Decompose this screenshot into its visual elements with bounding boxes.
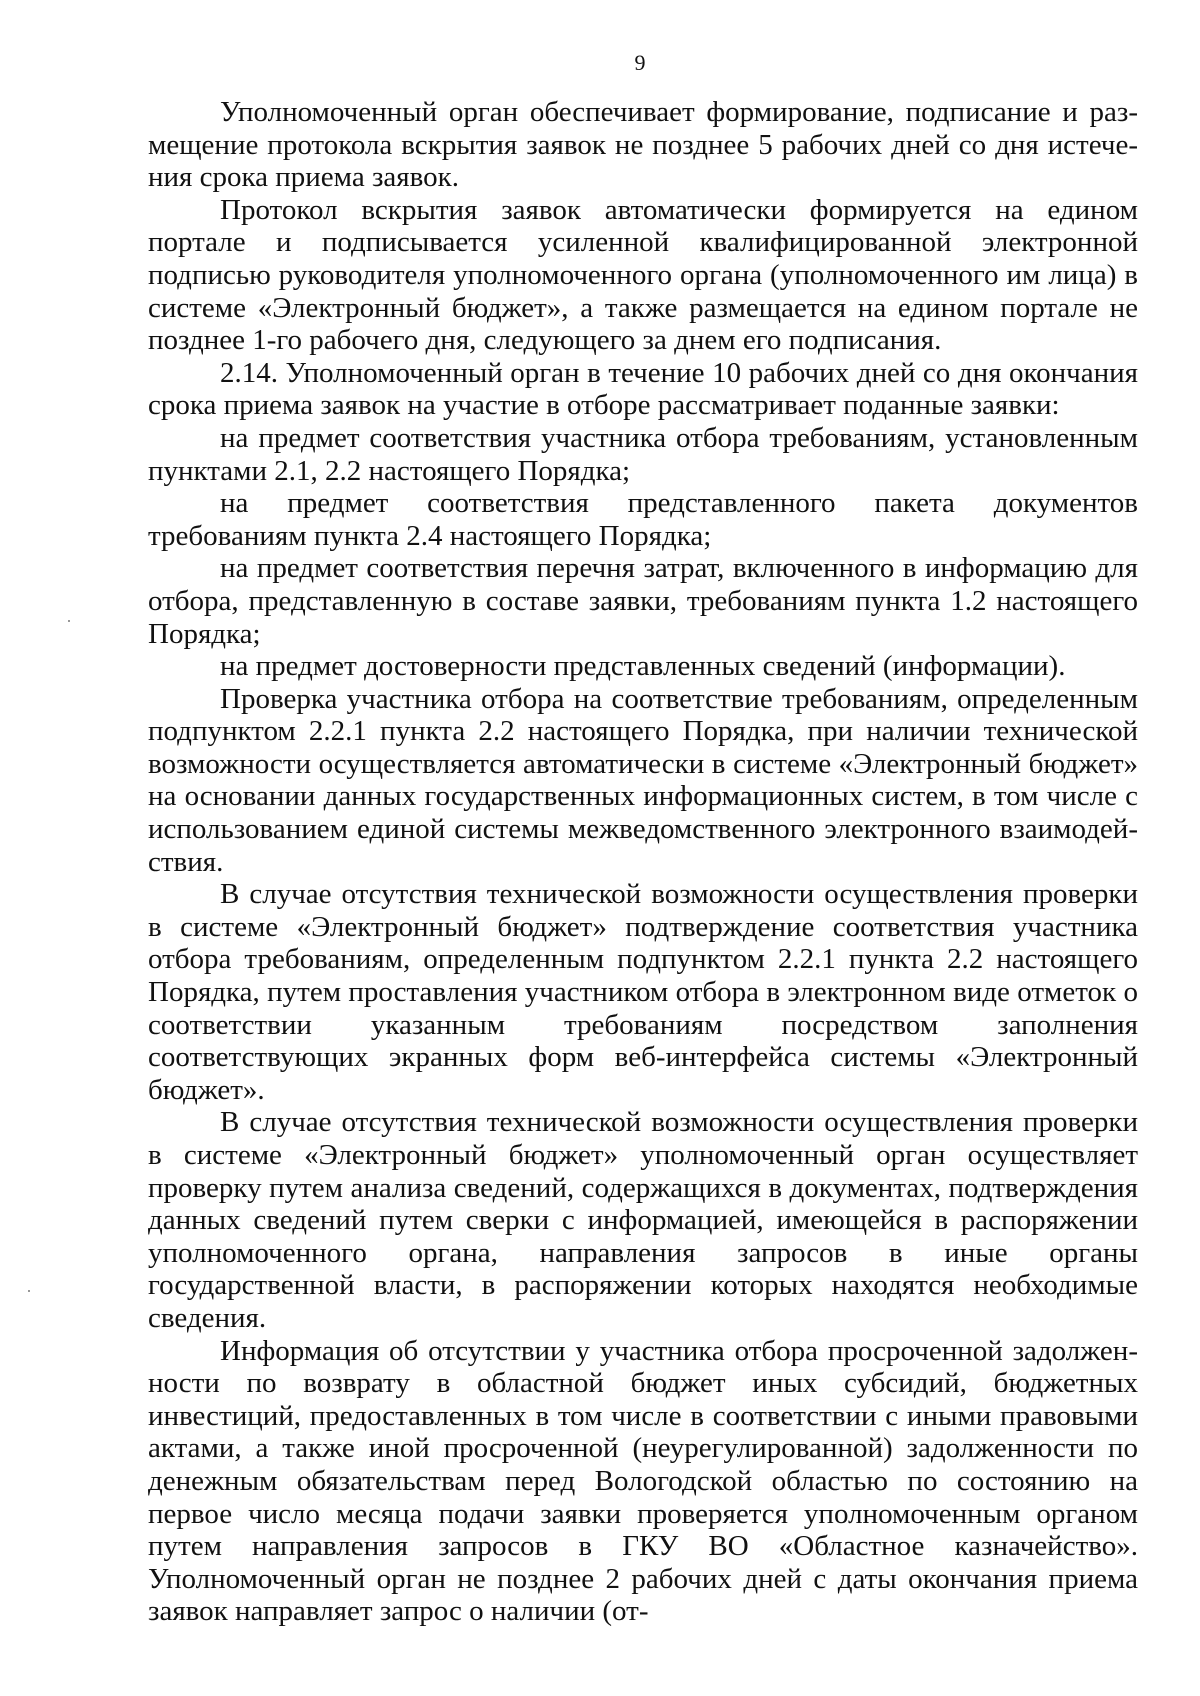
paragraph-2-14: 2.14. Уполномоченный орган в течение 10 рабочих дней со дня окончания срока приема заявок на участие в отборе рассматривает поданные заявки:: [148, 356, 1138, 422]
paragraph-protocol-formation: Уполномоченный орган обеспечивает формирование, подписание и размещение протокола вскрытия заявок не позднее 5 рабочих дней со дня истечения срока приема заявок.: [148, 96, 1138, 194]
paragraph-debt-information: Информация об отсутствии у участника отбора просроченной задолженности по возврату в областной бюджет иных субсидий, бюджетных инвестиций, предоставленных в том числе в соответствии с иными правовыми актами, а также иной просроченной (неурегулированной) задолженности по денежным обязательствам перед Вологодской областью по состоянию на первое число месяца подачи заявки проверяется уполномоченным органом путем направления запросов в ГКУ ВО «Областное казначейство». Уполномоченный орган не позднее 2 рабочих дней с даты окончания приема заявок направляет запрос о наличии (от-: [148, 1334, 1138, 1628]
paragraph-check-participant: на предмет соответствия участника отбора требованиям, установленным пунктами 2.1, 2.2 настоящего Порядка;: [148, 421, 1138, 487]
scan-speck: [68, 620, 70, 622]
paragraph-authority-check: В случае отсутствия технической возможности осуществления проверки в системе «Электронный бюджет» уполномоченный орган осуществляет проверку путем анализа сведений, содержащихся в документах, подтверждения данных сведений путем сверки с информацией, имеющейся в распоряжении уполномоченного органа, направления запросов в иные органы государственной власти, в распоряжении которых находятся необходимые сведения.: [148, 1106, 1138, 1334]
paragraph-check-reliability: на предмет достоверности представленных сведений (информации).: [220, 650, 1066, 683]
document-body: [148, 96, 1138, 1628]
scan-speck: [28, 1290, 30, 1292]
paragraph-check-documents: на предмет соответствия представленного пакета документов требованиям пункта 2.4 настоящего Порядка;: [148, 487, 1138, 552]
paragraph-check-costs: на предмет соответствия перечня затрат, включенного в информацию для отбора, представленную в составе заявки, требованиям пункта 1.2 настоящего Порядка;: [148, 552, 1138, 650]
paragraph-automatic-check: Проверка участника отбора на соответствие требованиям, определенным подпунктом 2.2.1 пункта 2.2 настоящего Порядка, при наличии технической возможности осуществляется автоматически в системе «Электронный бюджет» на основании данных государственных информационных систем, в том числе с использованием единой системы межведомственного электронного взаимодействия.: [148, 682, 1138, 878]
paragraph-manual-confirmation: В случае отсутствия технической возможности осуществления проверки в системе «Электронный бюджет» подтверждение соответствия участника отбора требованиям, определенным подпунктом 2.2.1 пункта 2.2 настоящего Порядка, путем проставления участником отбора в электронном виде отметок о соответствии указанным требованиям посредством заполнения соответствующих экранных форм веб-интерфейса системы «Электронный бюджет».: [148, 878, 1138, 1106]
paragraph-protocol-signing: Протокол вскрытия заявок автоматически формируется на едином портале и подписывается усиленной квалифицированной электронной подписью руководителя уполномоченного органа (уполномоченного им лица) в системе «Электронный бюджет», а также размещается на едином портале не позднее 1-го рабочего дня, следующего за днем его подписания.: [148, 193, 1138, 357]
page-number: 9: [634, 50, 646, 75]
